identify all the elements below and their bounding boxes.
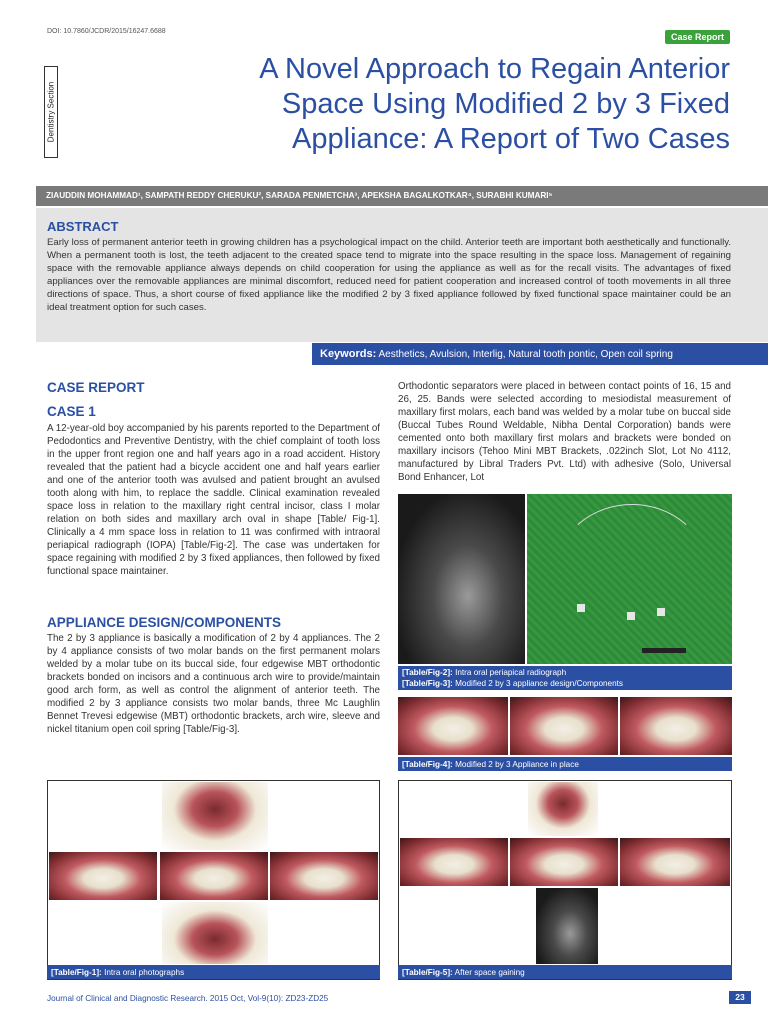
fig5-caption: [Table/Fig-5]: After space gaining: [402, 968, 525, 977]
keywords-bar: [312, 343, 768, 365]
doi-text: DOI: 10.7860/JCDR/2015/16247.6688: [47, 28, 166, 35]
fig4-photo-left: [398, 697, 508, 755]
fig1-right-view: [49, 852, 157, 900]
scale-bar: [642, 648, 686, 653]
abstract-heading: ABSTRACT: [47, 219, 119, 234]
appliance-heading: APPLIANCE DESIGN/COMPONENTS: [47, 615, 282, 630]
fig1-upper-arch: [162, 782, 268, 850]
fig4-photo-center: [510, 697, 618, 755]
fig5-right-view: [400, 838, 508, 886]
fig5-upper-arch: [528, 782, 598, 836]
case-report-heading: CASE REPORT: [47, 380, 145, 395]
fig4-photo-right: [620, 697, 732, 755]
section-tag: [44, 66, 58, 158]
appliance-text: The 2 by 3 appliance is basically a modification of 2 by 4 appliances. The 2 by 4 appliance consists of two molar bands on the first permanent molars welded by a molar tube on its buccal side, four edgewise MBT orthodontic brackets bonded on incisors and a continuous arch wire to provide/maintain good arch form, as well as control the alignment of anterior teeth. The modified 2 by 3 appliance consists two molar bands, three Mc Laughlin Bennet Trevesi edgewise (MBT) orthodontic brackets, arch wire, sleeve and nickel titanium open coil spring [Table/Fig-3].: [47, 633, 380, 735]
fig1-caption: [Table/Fig-1]: Intra oral photographs: [51, 968, 185, 977]
fig4-caption: [Table/Fig-4]: Modified 2 by 3 Appliance in place: [402, 760, 579, 769]
fig2-caption: [Table/Fig-2]: Intra oral periapical radiograph: [402, 668, 567, 677]
fig5-radiograph: [536, 888, 598, 964]
bracket-2: [627, 612, 635, 620]
author-list: ZIAUDDIN MOHAMMAD¹, SAMPATH REDDY CHERUKU², SARADA PENMETCHA³, APEKSHA BAGALKOTKAR⁴, SURABHI KUMARI⁵: [36, 186, 768, 206]
article-type-badge: Case Report: [665, 30, 730, 44]
abstract-text: Early loss of permanent anterior teeth in growing children has a psychological impact on the child. Anterior teeth are important both aesthetically and functionally. When a permanent tooth is lost, the teeth adjacent to the created space tend to migrate into the space resulting in the space loss. Management of regaining space with the removable appliance always depends on child cooperation for using the appliance as well as for the recall visits. The advantages of fixed appliances over the removable appliances are minimal discomfort, reduced need for patient cooperation and increased control of tooth movements in all three directions of space. Thus, a short course of fixed appliance like the modified 2 by 3 fixed appliance followed by fixed functional space maintainer could be an ideal treatment option for such cases.: [47, 237, 731, 313]
article-title: A Novel Approach to Regain Anterior Space Using Modified 2 by 3 Fixed Appliance: A Report of Two Cases: [259, 53, 730, 155]
bracket-3: [657, 608, 665, 616]
radiograph-image: [398, 494, 525, 664]
bracket-1: [577, 604, 585, 612]
appliance-design-image: [527, 494, 732, 664]
journal-footer: Journal of Clinical and Diagnostic Research. 2015 Oct, Vol-9(10): ZD23-ZD25: [47, 994, 329, 1003]
keywords-list: Aesthetics, Avulsion, Interlig, Natural tooth pontic, Open coil spring: [378, 349, 673, 360]
fig1-front-view: [160, 852, 268, 900]
keywords-label: Keywords:: [320, 348, 377, 360]
fig3-caption: [Table/Fig-3]: Modified 2 by 3 appliance design/Components: [402, 679, 624, 688]
case1-heading: CASE 1: [47, 404, 96, 419]
fig5-front-view: [510, 838, 618, 886]
right-column-text: Orthodontic separators were placed in between contact points of 16, 15 and 26, 25. Bands were selected according to mesiodistal measurement of maxillary first molars, each band was welded by a molar tube on buccal side (Buccal Tubes Round Weldable, Nibha Dental Corporation) bands were cemented onto both maxillary first molars and brackets were bonded on maxillary incisors (Tehoo Mini MBT Brackets, .022inch Slot, Lot No 4112, manufactured by Libral Traders Pvt. Ltd) with adhesive (Solo, Universal Bond Enhancer, Lot: [398, 381, 731, 483]
fig5-left-view: [620, 838, 730, 886]
fig1-left-view: [270, 852, 378, 900]
page-number: 23: [729, 991, 751, 1004]
case1-text: A 12-year-old boy accompanied by his parents reported to the Department of Pedodontics and Preventive Dentistry, with the chief complaint of tooth loss in the upper front region one and half years ago in a road accident. History revealed that the patient had a bicycle accident one and half years earlier and one of the anterior tooth was avulsed and patient brought an avulsed tooth along with him, to replace the saddle. Clinical examination revealed space loss in relation to the maxillary right central incisor, class I molar relation on both sides and maxillary arch oval in shape [Table/ Fig-1]. Clinically a 4 mm space loss in relation to 11 was confirmed with intraoral periapical radiograph (IOPA) [Table/Fig-2]. The case was undertaken for space regaining with modified 2 by 3 fixed appliances, then followed by fixed functional space maintainer.: [47, 423, 380, 577]
section-label: Dentistry Section: [46, 81, 56, 143]
fig1-lower-arch: [162, 902, 268, 964]
